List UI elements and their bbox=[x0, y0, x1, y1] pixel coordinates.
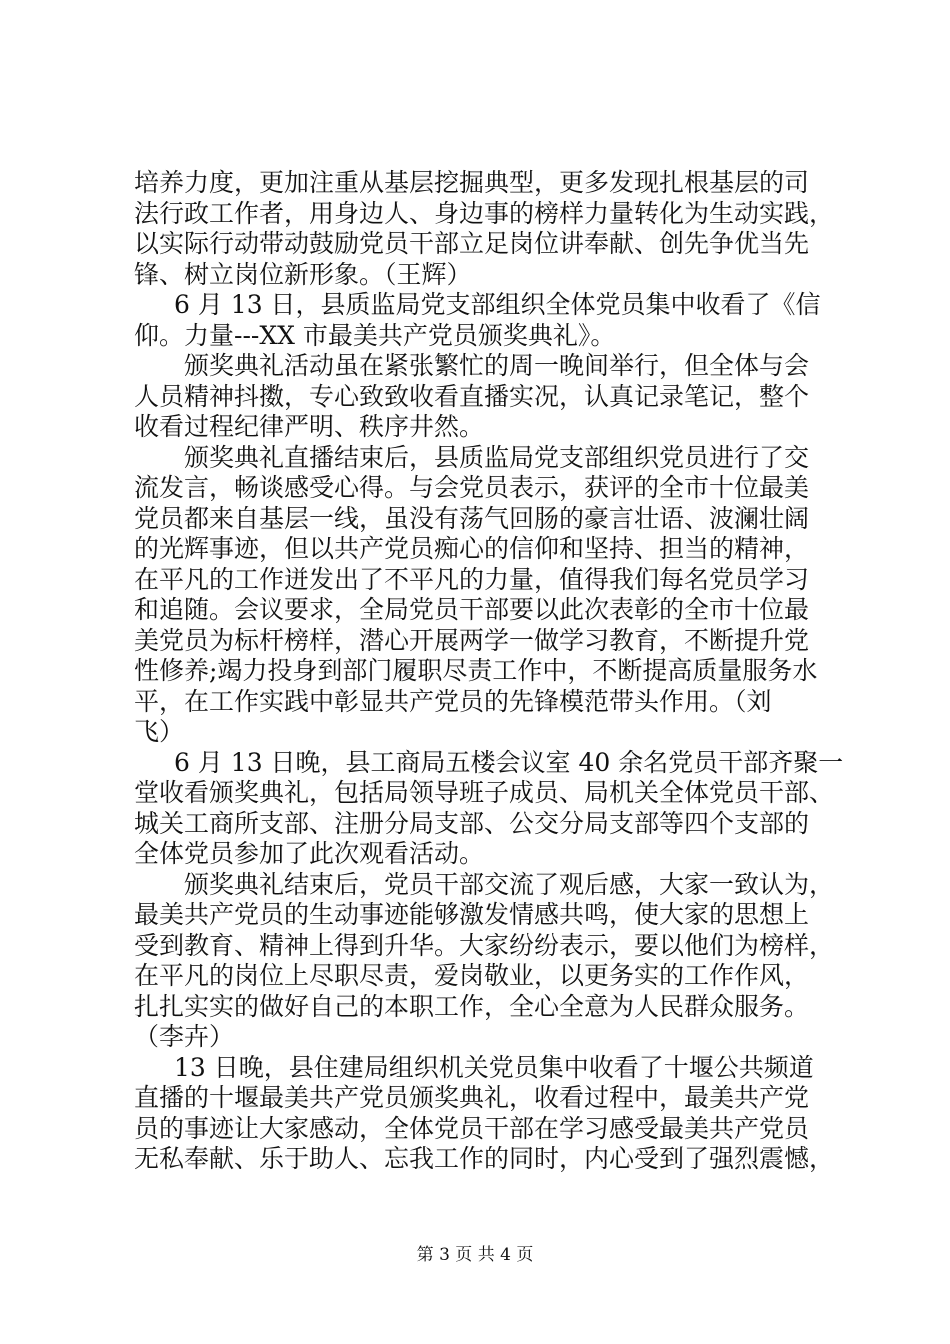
paragraph bbox=[134, 168, 834, 290]
page-footer: 第 3 页 共 4 页 bbox=[416, 1245, 534, 1265]
text-line: 和追随。会议要求，全局党员干部要以此次表彰的全市十位最 bbox=[134, 595, 810, 624]
text-line: 堂收看颁奖典礼，包括局领导班子成员、局机关全体党员干部、 bbox=[134, 778, 835, 807]
text-line: 13 日晚，县住建局组织机关党员集中收看了十堰公共频道 bbox=[174, 1052, 814, 1082]
text-line: 仰。力量---XX 市最美共产党员颁奖典礼》。 bbox=[134, 320, 616, 350]
text-line: 法行政工作者，用身边人、身边事的榜样力量转化为生动实践， bbox=[134, 198, 835, 228]
text-line: 6 月 13 日晚，县工商局五楼会议室 40 余名党员干部齐聚一 bbox=[174, 747, 844, 777]
paragraph bbox=[134, 1053, 834, 1175]
text-line: 最美共产党员的生动事迹能够激发情感共鸣，使大家的思想上 bbox=[134, 900, 810, 929]
paragraph bbox=[134, 351, 834, 443]
text-line: 扎扎实实的做好自己的本职工作，全心全意为人民群众服务。 bbox=[134, 991, 810, 1021]
text-line: 党员都来自基层一线，虽没有荡气回肠的豪言壮语、波澜壮阔 bbox=[134, 503, 810, 533]
text-line: 全体党员参加了此次观看活动。 bbox=[134, 839, 485, 868]
text-line: 性修养;竭力投身到部门履职尽责工作中，不断提高质量服务水 bbox=[134, 656, 818, 685]
text-line: 人员精神抖擞，专心致致收看直播实况，认真记录笔记，整个 bbox=[134, 381, 810, 411]
text-line: 美党员为标杆榜样，潜心开展两学一做学习教育，不断提升党 bbox=[134, 625, 810, 655]
text-line: 以实际行动带动鼓励党员干部立足岗位讲奉献、创先争优当先 bbox=[134, 229, 810, 258]
text-line: 收看过程纪律严明、秩序井然。 bbox=[134, 412, 485, 441]
text-line: 流发言，畅谈感受心得。与会党员表示，获评的全市十位最美 bbox=[134, 473, 810, 502]
paragraph bbox=[134, 290, 834, 351]
text-line: 在平凡的岗位上尽职尽责，爱岗敬业，以更务实的工作作风， bbox=[134, 961, 810, 990]
text-line: 颁奖典礼直播结束后，县质监局党支部组织党员进行了交 bbox=[184, 442, 810, 472]
text-line: 飞） bbox=[134, 717, 185, 746]
text-line: 颁奖典礼活动虽在紧张繁忙的周一晚间举行，但全体与会 bbox=[184, 351, 810, 380]
text-line: 员的事迹让大家感动，全体党员干部在学习感受最美共产党员 bbox=[134, 1113, 810, 1143]
text-line: （李卉） bbox=[134, 1022, 235, 1051]
text-line: 城关工商所支部、注册分局支部、公交分局支部等四个支部的 bbox=[134, 808, 810, 838]
text-line: 受到教育、精神上得到升华。大家纷纷表示，要以他们为榜样， bbox=[134, 930, 835, 960]
paragraph bbox=[134, 747, 844, 870]
text-line: 的光辉事迹，但以共产党员痴心的信仰和坚持、担当的精神， bbox=[134, 534, 810, 563]
paragraph bbox=[134, 870, 834, 1053]
paragraph bbox=[134, 443, 834, 748]
text-line: 直播的十堰最美共产党员颁奖典礼，收看过程中，最美共产党 bbox=[134, 1083, 810, 1112]
text-line: 培养力度，更加注重从基层挖掘典型，更多发现扎根基层的司 bbox=[134, 168, 810, 197]
text-line: 锋、树立岗位新形象。（王辉） bbox=[134, 259, 472, 289]
document-body bbox=[134, 168, 844, 1175]
text-line: 无私奉献、乐于助人、忘我工作的同时，内心受到了强烈震憾， bbox=[134, 1144, 835, 1173]
text-line: 平，在工作实践中彰显共产党员的先锋模范带头作用。（刘 bbox=[134, 686, 772, 716]
text-line: 6 月 13 日，县质监局党支部组织全体党员集中收看了《信 bbox=[174, 290, 821, 319]
text-line: 在平凡的工作迸发出了不平凡的力量，值得我们每名党员学习 bbox=[134, 564, 810, 594]
text-line: 颁奖典礼结束后，党员干部交流了观后感，大家一致认为， bbox=[184, 869, 835, 899]
